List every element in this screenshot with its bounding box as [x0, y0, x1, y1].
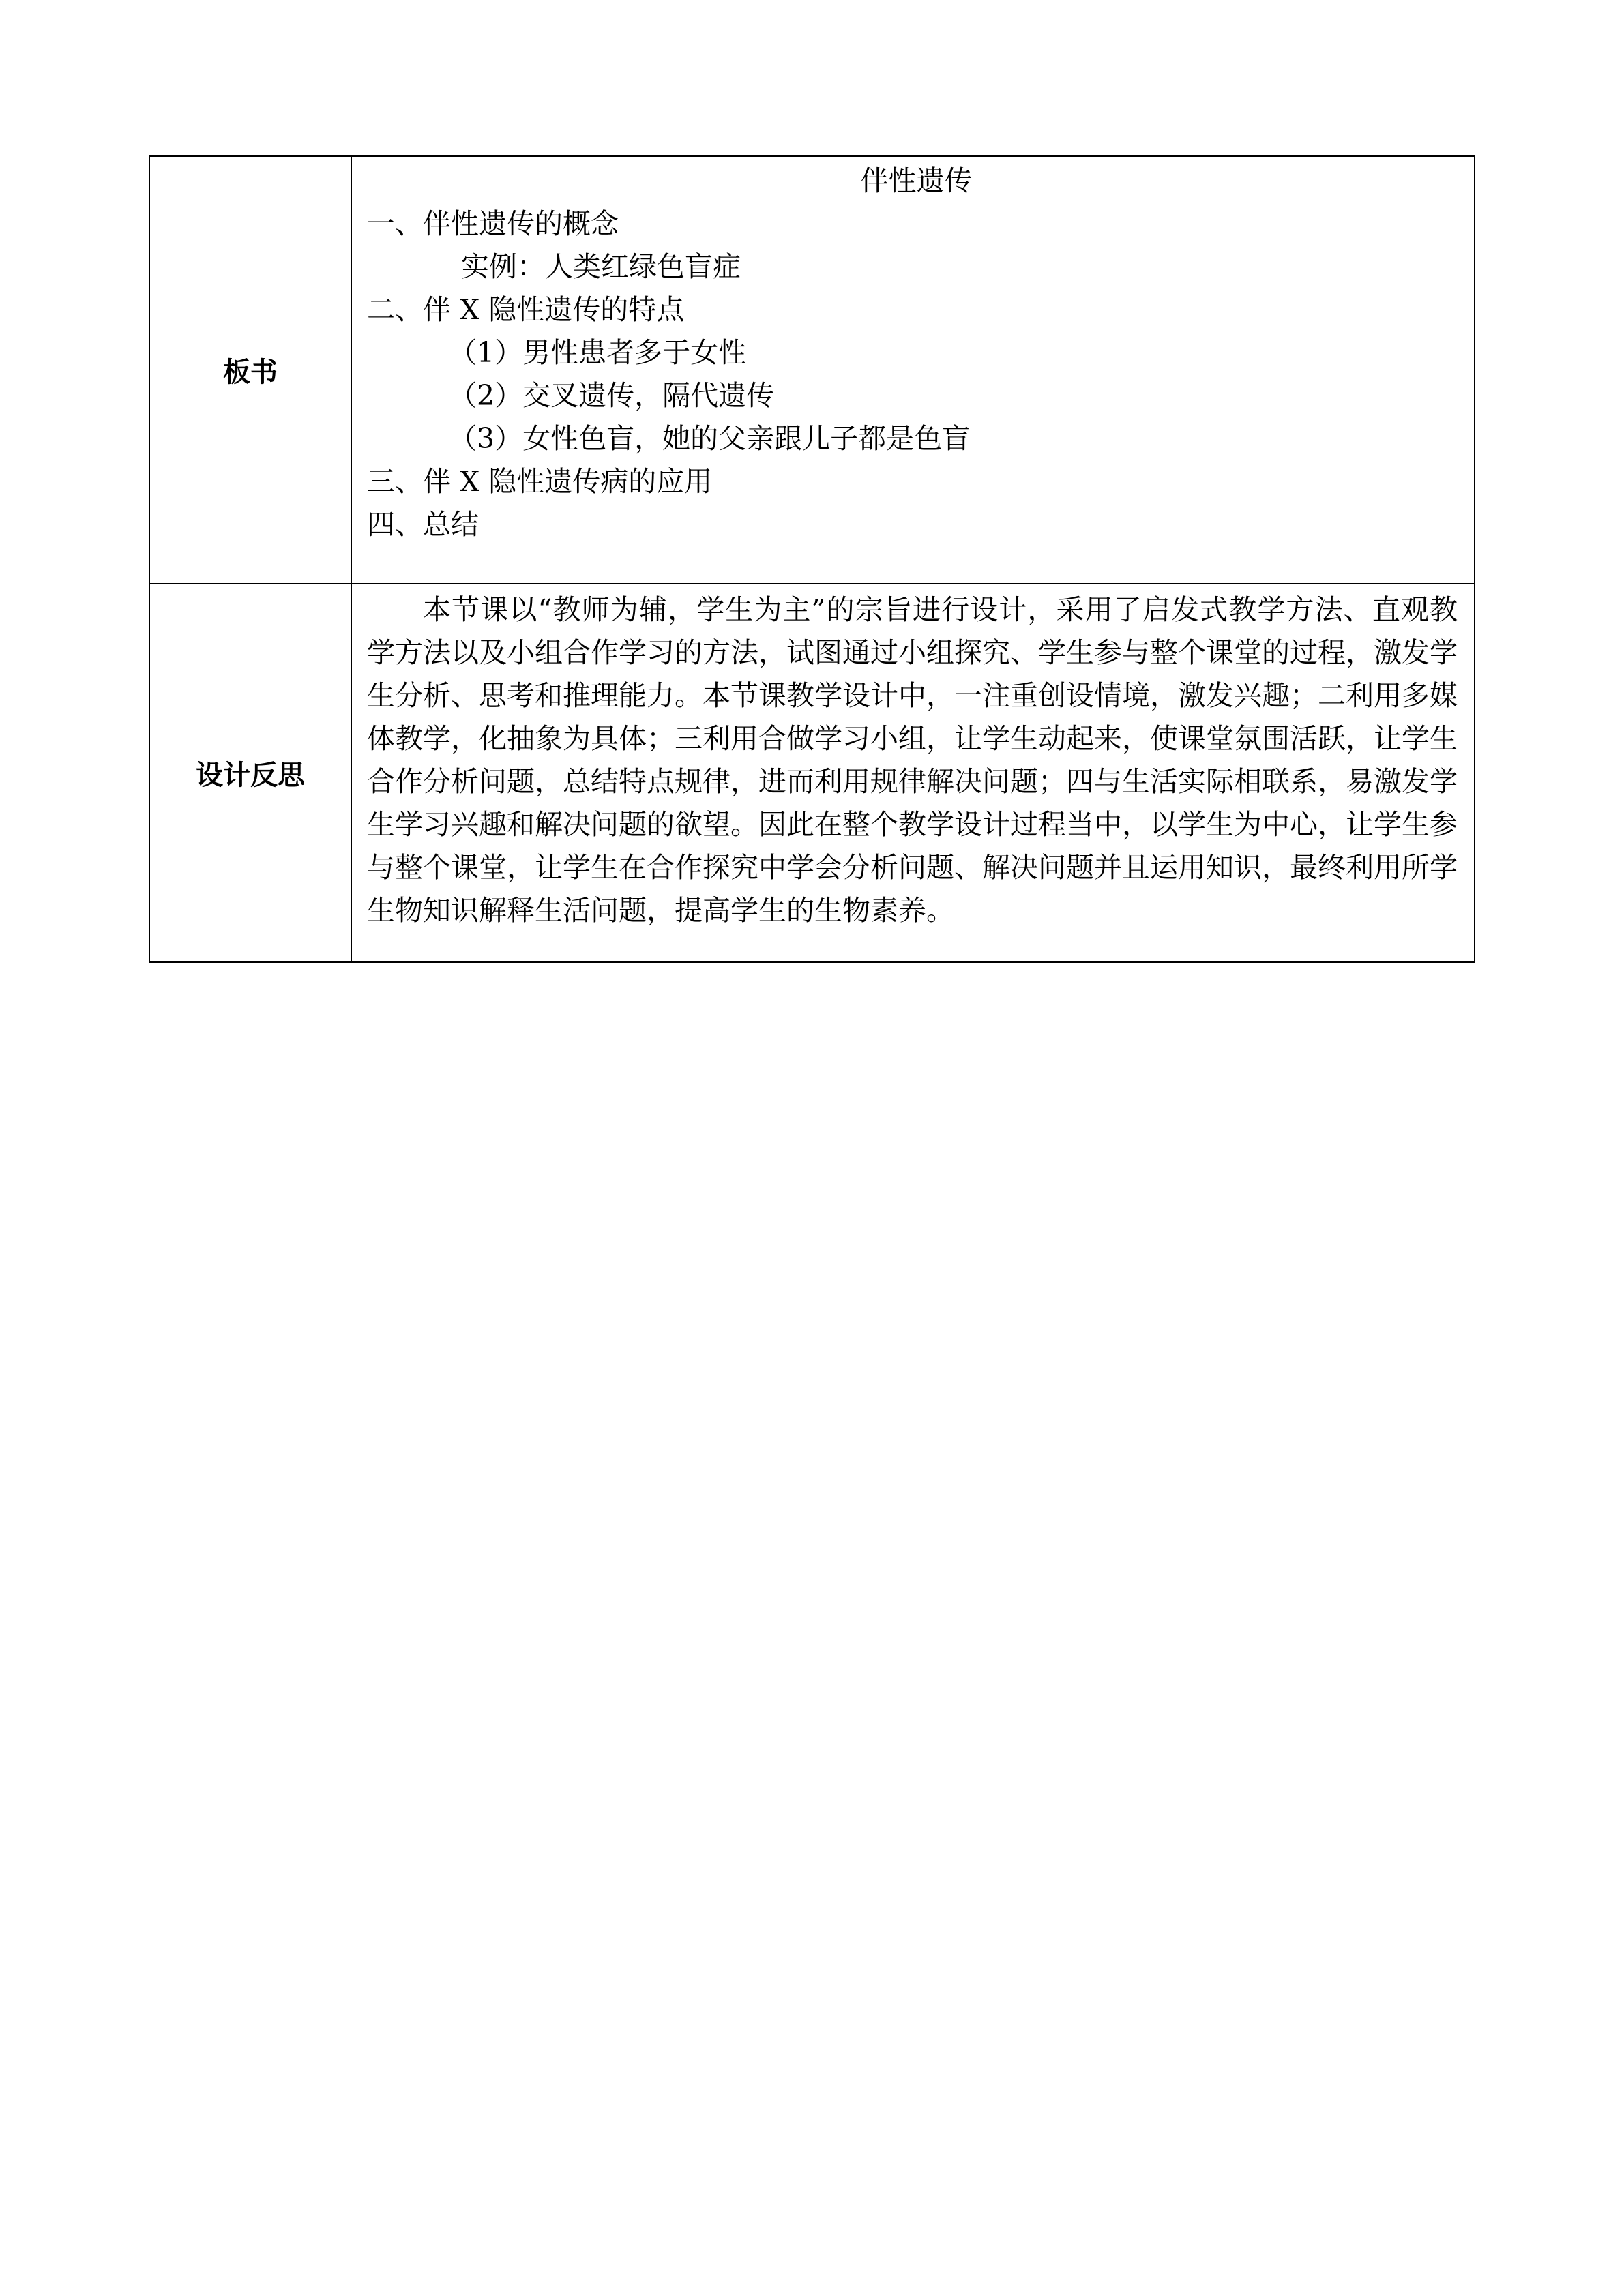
board-content-cell [351, 156, 1475, 584]
reflection-row [149, 584, 1475, 962]
reflection-label: 设计反思 [149, 584, 351, 962]
board-line: 三、伴 X 隐性遗传病的应用 [367, 465, 713, 498]
reflection-text: 本节课以“教师为辅，学生为主”的宗旨进行设计，采用了启发式教学方法、直观教学方法以及小组合作学习的方法，试图通过小组探究、学生参与整个课堂的过程，激发学生分析、思考和推理能力。本节课教学设计中，一注重创设情境，激发兴趣；二利用多媒体教学，化抽象为具体；三利用合做学习小组，让学生动起来，使课堂氛围活跃，让学生合作分析问题，总结特点规律，进而利用规律解决问题；四与生活实际相联系，易激发学生学习兴趣和解决问题的欲望。因此在整个教学设计过程当中，以学生为中心，让学生参与整个课堂，让学生在合作探究中学会分析问题、解决问题并且运用知识，最终利用所学生物知识解释生活问题，提高学生的生物素养。 [367, 593, 1458, 927]
lesson-plan-table [149, 155, 1475, 963]
board-row [149, 156, 1475, 584]
board-line: （3）女性色盲，她的父亲跟儿子都是色盲 [449, 422, 971, 455]
board-line: 四、总结 [367, 508, 479, 541]
board-line: （2）交叉遗传，隔代遗传 [449, 379, 775, 412]
board-line: （1）男性患者多于女性 [449, 336, 747, 369]
board-label: 板书 [149, 156, 351, 584]
reflection-content-cell [351, 584, 1475, 962]
board-line: 二、伴 X 隐性遗传的特点 [367, 293, 685, 326]
board-title: 伴性遗传 [860, 164, 973, 197]
board-content [352, 157, 1474, 546]
board-line: 一、伴性遗传的概念 [367, 207, 619, 240]
board-line: 实例：人类红绿色盲症 [461, 250, 741, 283]
